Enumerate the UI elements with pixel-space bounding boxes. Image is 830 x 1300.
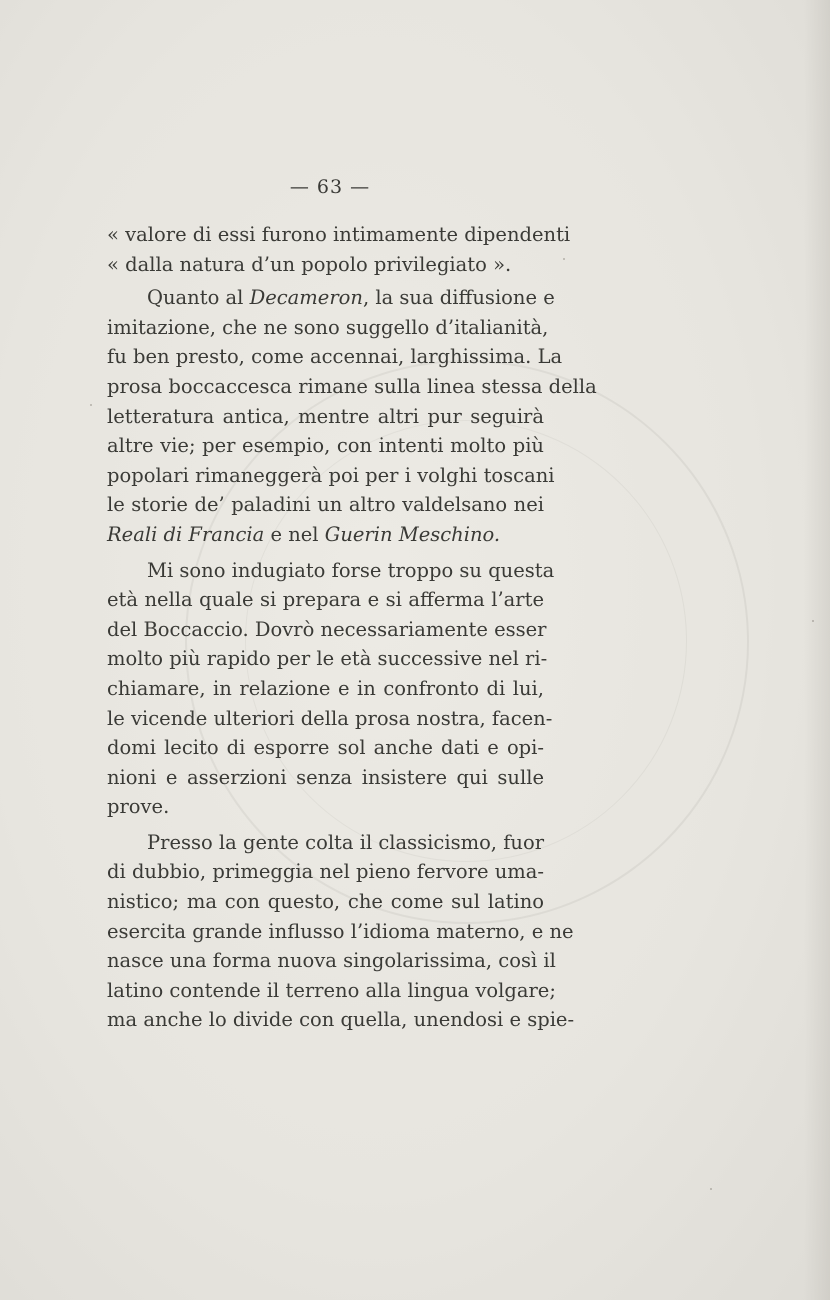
text-line: molto più rapido per le età successive nel ri- [107,647,548,671]
text-line: letteratura antica, mentre altri pur seguirà [107,404,544,428]
italic-title-guerin-meschino: Guerin Meschino. [324,522,501,546]
paragraph-start-line: Presso la gente colta il classicismo, fuor [147,830,545,854]
text-span: e nel [264,522,325,546]
text-line: nioni e asserzioni senza insistere qui sulle [107,765,544,789]
text-line: chiamare, in relazione e in confronto di lui, [107,676,544,700]
text-line: nasce una forma nuova singolarissima, così il [107,949,556,973]
text-line: fu ben presto, come accennai, larghissima. La [107,345,563,369]
text-line: nistico; ma con questo, che come sul latino [107,890,544,914]
text-line: di dubbio, primeggia nel pieno fervore uma- [107,860,544,884]
text-line: ma anche lo divide con quella, unendosi e spie- [107,1008,575,1032]
italic-title-reali-di-francia: Reali di Francia [107,522,265,546]
text-span: , la sua diffusione e [362,286,555,310]
italic-title-decameron: Decameron [249,286,363,310]
text-line: le storie de’ paladini un altro valdelsano nei [107,493,544,517]
text-line: latino contende il terreno alla lingua volgare; [107,978,556,1002]
text-span: Quanto al [147,286,250,310]
text-line: « dalla natura d’un popolo privilegiato ». [107,252,512,276]
page-number: — 63 — [289,176,371,198]
text-line: età nella quale si prepara e si afferma l’arte [107,588,544,612]
paragraph-start-line [107,283,555,313]
text-line [107,520,544,550]
body-text [107,220,597,1035]
paragraph-start-line: Mi sono indugiato forse troppo su questa [147,558,555,582]
text-line: esercita grande influsso l’idioma materno, e ne [107,919,574,943]
text-line: prove. [107,795,170,819]
text-line: prosa boccaccesca rimane sulla linea stessa della [107,374,597,398]
text-line: le vicende ulteriori della prosa nostra, facen- [107,706,553,730]
text-line: « valore di essi furono intimamente dipendenti [107,223,571,246]
page-edge-shadow [804,0,830,1300]
text-line: del Boccaccio. Dovrò necessariamente esser [107,617,547,641]
text-line: popolari rimaneggerà poi per i volghi toscani [107,463,555,487]
text-line: altre vie; per esempio, con intenti molto più [107,434,544,458]
text-line: imitazione, che ne sono suggello d’italianità, [107,315,549,339]
text-line: domi lecito di esporre sol anche dati e opi- [107,736,544,760]
